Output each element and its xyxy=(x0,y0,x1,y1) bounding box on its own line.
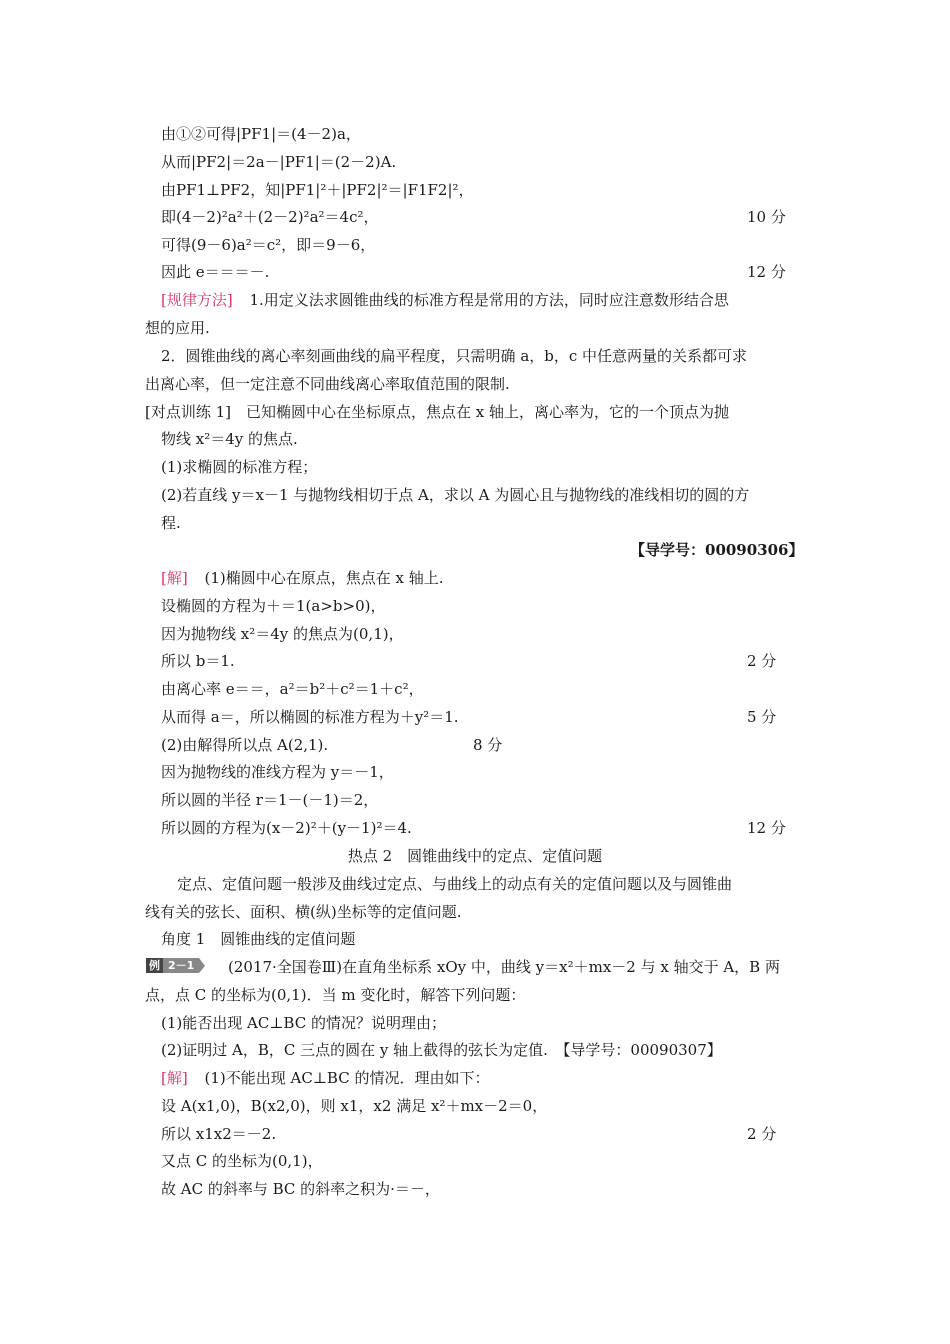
text-line: 从而|PF2|＝2a－|PF1|＝(2－2)A. xyxy=(161,153,397,171)
text-line: 因为抛物线的准线方程为 y＝－1， xyxy=(161,763,394,781)
badge-arrow-icon xyxy=(199,958,205,973)
text-line: [对点训练 1] 已知椭圆中心在坐标原点，焦点在 x 轴上，离心率为，它的一个顶点为抛 xyxy=(145,403,730,421)
text-line: 2．圆锥曲线的离心率刻画曲线的扁平程度，只需明确 a，b，c 中任意两量的关系都可求 xyxy=(161,347,748,365)
example-badge xyxy=(146,958,205,973)
text-line: 线有关的弦长、面积、横(纵)坐标等的定值问题. xyxy=(145,903,462,921)
method-tag: [规律方法] xyxy=(161,291,233,309)
example-badge-number: 2－1 xyxy=(163,958,199,973)
text-line: (2)证明过 A，B，C 三点的圆在 y 轴上截得的弦长为定值. 【导学号：00090307】 xyxy=(161,1041,722,1059)
score-label: 10 分 xyxy=(747,208,786,226)
text-line: (1)求椭圆的标准方程； xyxy=(161,458,318,476)
text-line: 设 A(x1,0)，B(x2,0)，则 x1，x2 满足 x²＋mx－2＝0， xyxy=(161,1097,548,1115)
text-line: 由离心率 e＝＝，a²＝b²＋c²＝1＋c²， xyxy=(161,680,424,698)
text-line: 故 AC 的斜率与 BC 的斜率之积为·＝－， xyxy=(161,1180,440,1198)
solution-line xyxy=(161,568,444,588)
text-line: 所以圆的半径 r＝1－(－1)＝2， xyxy=(161,791,379,809)
score-label: 2 分 xyxy=(747,1125,777,1143)
solution-text: (1)不能出现 AC⊥BC 的情况．理由如下： xyxy=(204,1069,490,1087)
score-label: 12 分 xyxy=(747,263,786,281)
text-line: 设椭圆的方程为＋＝1(a>b>0)， xyxy=(161,597,386,615)
text-line: 程. xyxy=(161,514,181,532)
text-line: 从而得 a＝，所以椭圆的标准方程为＋y²＝1. xyxy=(161,708,459,726)
text-line: 可得(9－6)a²＝c²，即＝9－6， xyxy=(161,236,376,254)
text-line: 想的应用. xyxy=(145,319,210,337)
text-line: (2017·全国卷Ⅲ)在直角坐标系 xOy 中，曲线 y＝x²＋mx－2 与 x 轴交于 A，B 两 xyxy=(228,958,780,976)
text-line: 又点 C 的坐标为(0,1)， xyxy=(161,1152,323,1170)
text-line: (1)能否出现 AC⊥BC 的情况？说明理由； xyxy=(161,1014,446,1032)
solution-line xyxy=(161,1068,489,1088)
text-line: 由①②可得|PF1|＝(4－2)a， xyxy=(161,125,361,143)
example-badge-label: 例 xyxy=(146,958,163,973)
text-line: 出离心率，但一定注意不同曲线离心率取值范围的限制. xyxy=(145,375,510,393)
text-line: 即(4－2)²a²＋(2－2)²a²＝4c²， xyxy=(161,208,379,226)
text-line: 由PF1⊥PF2，知|PF1|²＋|PF2|²＝|F1F2|²， xyxy=(161,181,474,199)
method-line xyxy=(161,290,729,310)
text-line: 定点、定值问题一般涉及曲线过定点、与曲线上的动点有关的定值问题以及与圆锥曲 xyxy=(177,875,733,893)
text-line: 点，点 C 的坐标为(0,1)．当 m 变化时，解答下列问题： xyxy=(145,986,526,1004)
score-label: 12 分 xyxy=(747,819,786,837)
score-label: 5 分 xyxy=(747,708,777,726)
section-heading: 热点 2 圆锥曲线中的定点、定值问题 xyxy=(347,847,603,865)
score-label: 2 分 xyxy=(747,652,777,670)
text-line: 物线 x²＝4y 的焦点. xyxy=(161,430,298,448)
text-line: 因此 e＝＝＝－. xyxy=(161,263,270,281)
text-line: 所以 b＝1. xyxy=(161,652,235,670)
text-line: 所以 x1x2＝－2. xyxy=(161,1125,277,1143)
solution-text: (1)椭圆中心在原点，焦点在 x 轴上. xyxy=(204,569,444,587)
text-line: 所以圆的方程为(x－2)²＋(y－1)²＝4. xyxy=(161,819,412,837)
solution-tag: [解] xyxy=(161,1069,188,1087)
guide-number: 【导学号：00090306】 xyxy=(630,541,804,559)
text-line: 因为抛物线 x²＝4y 的焦点为(0,1)， xyxy=(161,625,404,643)
text-line: (2)若直线 y＝x－1 与抛物线相切于点 A，求以 A 为圆心且与抛物线的准线相切的圆的方 xyxy=(161,486,750,504)
solution-tag: [解] xyxy=(161,569,188,587)
text-line: 角度 1 圆锥曲线的定值问题 xyxy=(161,930,356,948)
method-text: 1.用定义法求圆锥曲线的标准方程是常用的方法，同时应注意数形结合思 xyxy=(249,291,729,309)
score-label: 8 分 xyxy=(473,736,503,754)
text-line: (2)由解得所以点 A(2,1). xyxy=(161,736,329,754)
